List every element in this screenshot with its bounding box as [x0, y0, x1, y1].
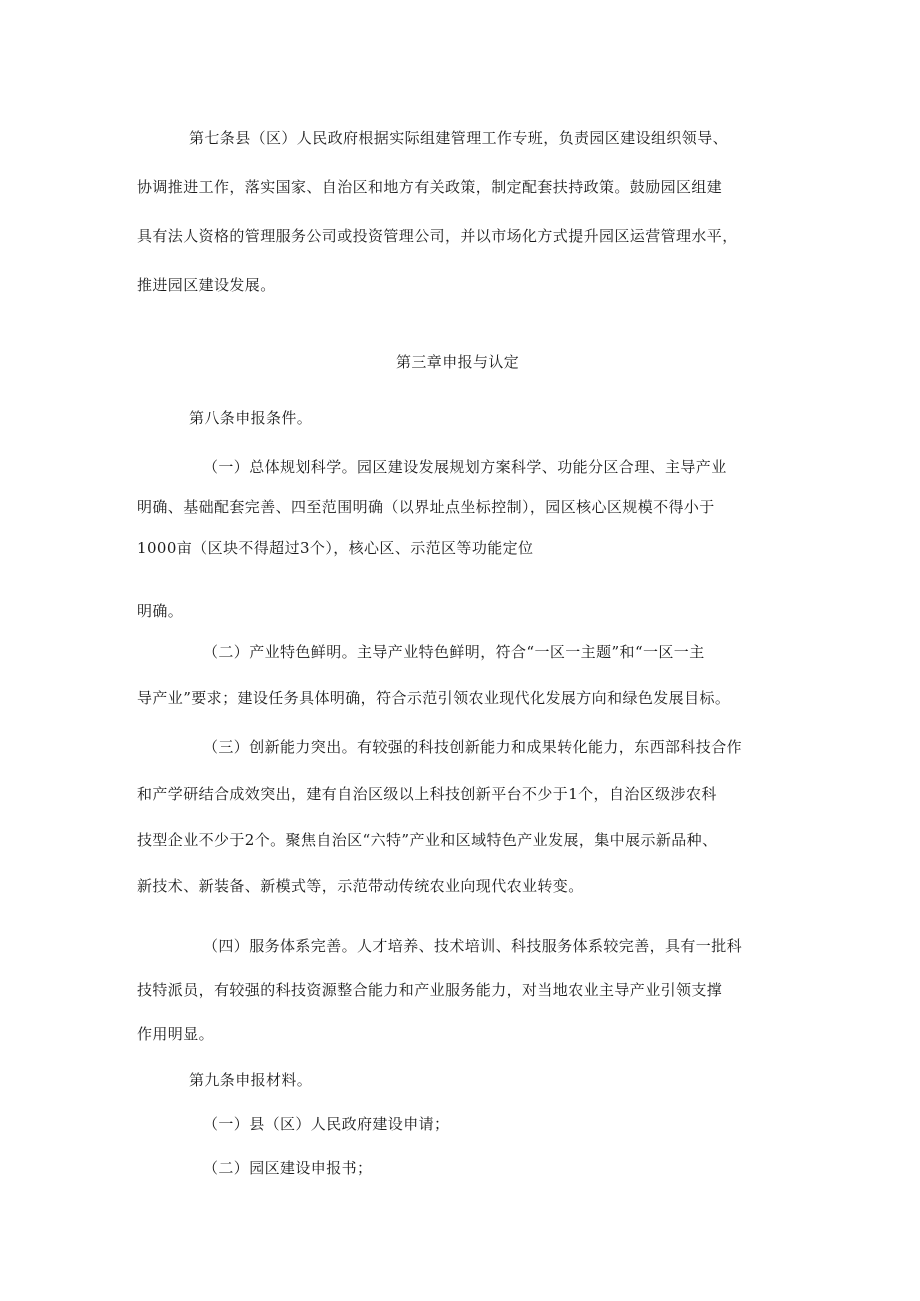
- article-7-line-1: 第七条县（区）人民政府根据实际组建管理工作专班，负责园区建设组织领导、: [189, 129, 729, 147]
- item-3-line-2: 和产学研结合成效突出，建有自治区级以上科技创新平台不少于1个，自治区级涉农科: [137, 785, 717, 803]
- item-3-line-1: （三）创新能力突出。有较强的科技创新能力和成果转化能力，东西部科技合作: [203, 738, 743, 756]
- material-item-1: （一）县（区）人民政府建设申请；: [203, 1115, 450, 1133]
- item-1-line-2: 明确、基础配套完善、四至范围明确（以界址点坐标控制），园区核心区规模不得小于: [137, 498, 715, 516]
- item-3-line-4: 新技术、新装备、新模式等，示范带动传统农业向现代农业转变。: [137, 877, 584, 895]
- article-7-line-2: 协调推进工作，落实国家、自治区和地方有关政策，制定配套扶持政策。鼓励园区组建: [137, 178, 723, 196]
- item-4-line-3: 作用明显。: [137, 1025, 215, 1043]
- item-4-line-1: （四）服务体系完善。人才培养、技术培训、科技服务体系较完善，具有一批科: [203, 937, 743, 955]
- item-1-line-4: 明确。: [137, 602, 184, 620]
- article-9-heading: 第九条申报材料。: [189, 1071, 313, 1089]
- article-7-line-3: 具有法人资格的管理服务公司或投资管理公司，并以市场化方式提升园区运营管理水平，: [137, 227, 738, 245]
- item-1-line-3: 1000亩（区块不得超过3个），核心区、示范区等功能定位: [137, 539, 534, 557]
- item-3-line-3: 技型企业不少于2个。聚焦自治区“六特”产业和区域特色产业发展，集中展示新品种、: [137, 831, 718, 849]
- chapter-heading: 第三章申报与认定: [396, 353, 520, 371]
- item-1-line-1: （一）总体规划科学。园区建设发展规划方案科学、功能分区合理、主导产业: [203, 458, 727, 476]
- item-2-line-2: 导产业”要求；建设任务具体明确，符合示范引领农业现代化发展方向和绿色发展目标。: [137, 689, 731, 707]
- material-item-2: （二）园区建设申报书；: [203, 1159, 373, 1177]
- item-2-line-1: （二）产业特色鲜明。主导产业特色鲜明，符合“一区一主题”和“一区一主: [203, 643, 705, 661]
- item-4-line-2: 技特派员，有较强的科技资源整合能力和产业服务能力，对当地农业主导产业引领支撑: [137, 981, 723, 999]
- article-7-line-4: 推进园区建设发展。: [137, 276, 276, 294]
- article-8-heading: 第八条申报条件。: [189, 409, 313, 427]
